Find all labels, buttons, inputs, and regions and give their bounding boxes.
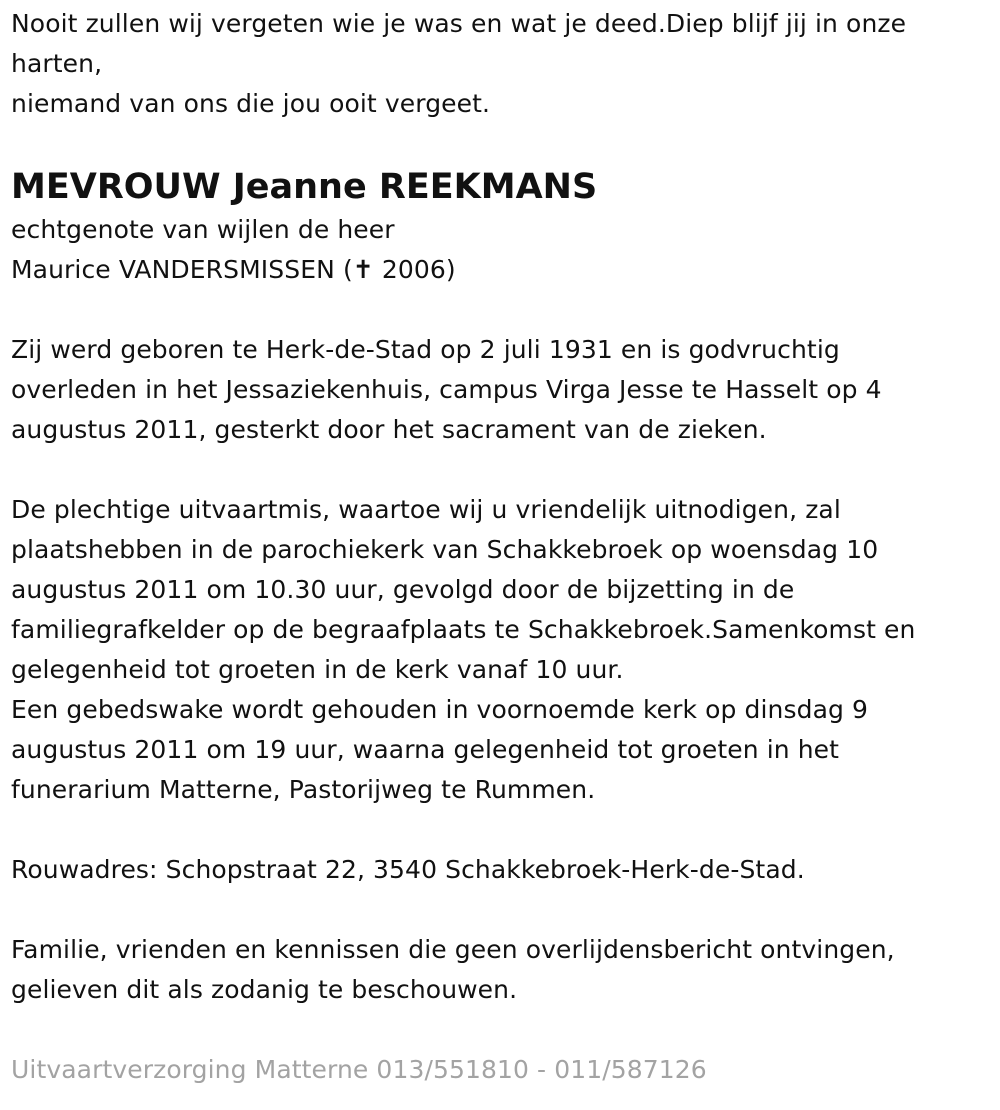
deceased-name: MEVROUW Jeanne REEKMANS — [11, 167, 598, 207]
birth-death-line: overleden in het Jessaziekenhuis, campus Virga Jesse te Hasselt op 4 — [11, 375, 882, 404]
birth-death-line: augustus 2011, gesterkt door het sacrament van de zieken. — [11, 415, 767, 444]
funeral-line: funerarium Matterne, Pastorijweg te Rummen. — [11, 775, 596, 804]
birth-death-line: Zij werd geboren te Herk-de-Stad op 2 juli 1931 en is godvruchtig — [11, 335, 840, 364]
funeral-line: familiegrafkelder op de begraafplaats te Schakkebroek.Samenkomst en — [11, 615, 916, 644]
paragraph-gap — [11, 890, 986, 930]
closing-line: Familie, vrienden en kennissen die geen overlijdensbericht ontvingen, — [11, 935, 895, 964]
paragraph-gap — [11, 290, 986, 330]
motto-line: harten, — [11, 49, 103, 78]
paragraph-gap — [11, 810, 986, 850]
funeral-line: De plechtige uitvaartmis, waartoe wij u vriendelijk uitnodigen, zal — [11, 495, 841, 524]
funeral-line: Een gebedswake wordt gehouden in voornoemde kerk op dinsdag 9 — [11, 695, 869, 724]
closing-line: gelieven dit als zodanig te beschouwen. — [11, 975, 518, 1004]
motto-line: Nooit zullen wij vergeten wie je was en wat je deed.Diep blijf jij in onze — [11, 9, 907, 38]
death-notice — [11, 4, 986, 1090]
mourning-address: Rouwadres: Schopstraat 22, 3540 Schakkebroek-Herk-de-Stad. — [11, 855, 805, 884]
funeral-line: gelegenheid tot groeten in de kerk vanaf 10 uur. — [11, 655, 624, 684]
funeral-line: plaatshebben in de parochiekerk van Schakkebroek op woensdag 10 — [11, 535, 879, 564]
motto-line: niemand van ons die jou ooit vergeet. — [11, 89, 491, 118]
paragraph-gap — [11, 450, 986, 490]
funeral-line: augustus 2011 om 19 uur, waarna gelegenheid tot groeten in het — [11, 735, 840, 764]
funeral-line: augustus 2011 om 10.30 uur, gevolgd door de bijzetting in de — [11, 575, 795, 604]
spouse-line: Maurice VANDERSMISSEN (✝ 2006) — [11, 255, 456, 284]
spouse-line: echtgenote van wijlen de heer — [11, 215, 395, 244]
paragraph-gap — [11, 1010, 986, 1050]
funeral-home-footer: Uitvaartverzorging Matterne 013/551810 - 011/587126 — [11, 1055, 707, 1084]
